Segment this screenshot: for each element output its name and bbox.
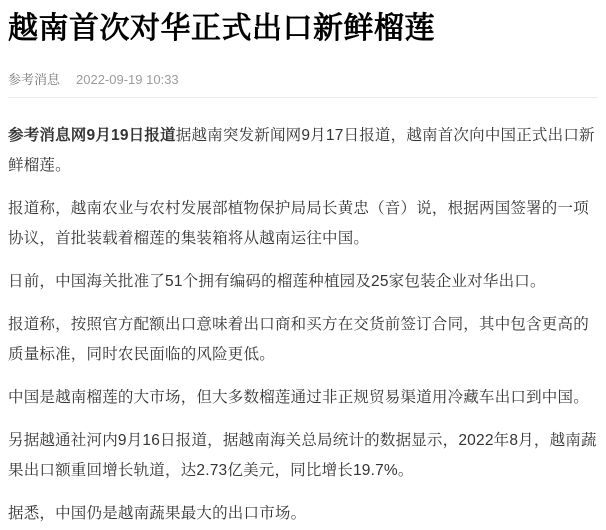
byline (8, 72, 598, 88)
page-title: 越南首次对华正式出口新鲜榴莲 (8, 12, 435, 45)
paragraph: 报道称，按照官方配额出口意味着出口商和买方在交货前签订合同，其中包含更高的质量标准，同时农民面临的风险更低。 (8, 316, 589, 363)
byline-source: 参考消息 (8, 72, 61, 87)
paragraph-lead: 参考消息网9月19日报道 (8, 127, 176, 144)
article-body (8, 98, 598, 529)
paragraph: 另据越通社河内9月16日报道，据越南海关总局统计的数据显示，2022年8月，越南蔬果出口额重回增长轨道，达2.73亿美元，同比增长19.7%。 (8, 432, 597, 479)
paragraph: 中国是越南榴莲的大市场，但大多数榴莲通过非正规贸易渠道用冷藏车出口到中国。 (8, 389, 589, 406)
paragraph-text: 据越南突发新闻网9月17日报道，越南首次向中国正式出口新鲜榴莲。 (8, 127, 595, 174)
paragraph (8, 121, 598, 181)
paragraph: 报道称，越南农业与农村发展部植物保护局局长黄忠（音）说，根据两国签署的一项协议，首批装载着榴莲的集装箱将从越南运往中国。 (8, 200, 589, 247)
paragraph: 据悉，中国仍是越南蔬果最大的出口市场。 (8, 505, 307, 522)
paragraph: 日前，中国海关批准了51个拥有编码的榴莲种植园及25家包装企业对华出口。 (8, 273, 546, 290)
byline-timestamp: 2022-09-19 10:33 (76, 72, 179, 87)
